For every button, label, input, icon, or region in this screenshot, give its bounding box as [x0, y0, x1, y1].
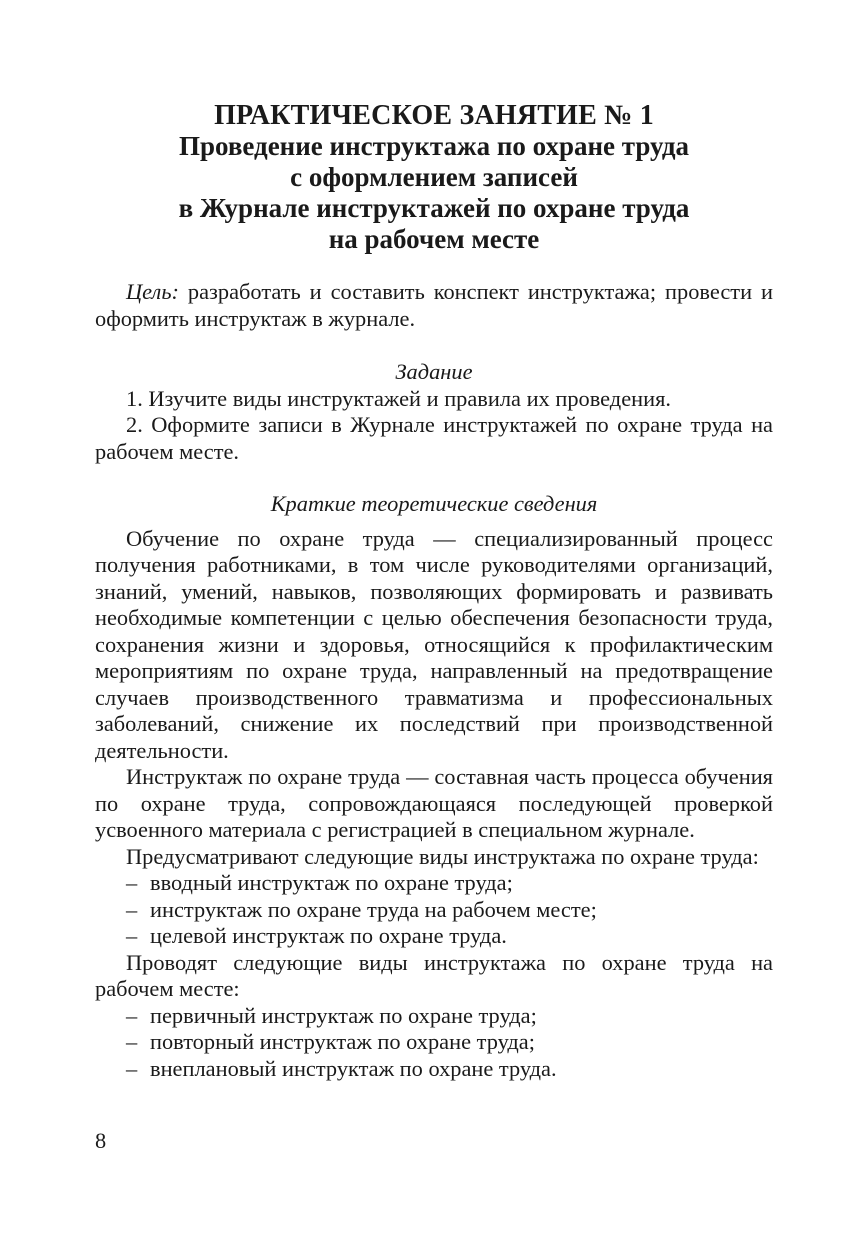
task-item: 2. Оформите записи в Журнале инструктажей по охране труда на рабочем месте. — [95, 412, 773, 464]
theory-paragraph-4: Проводят следующие виды инструктажа по охране труда на рабочем месте: — [95, 949, 773, 1001]
list-item: – повторный инструктаж по охране труда; — [126, 1029, 535, 1054]
practical-lesson-title — [95, 100, 773, 255]
list-item: – инструктаж по охране труда на рабочем месте; — [126, 896, 597, 922]
page-number: 8 — [95, 1128, 107, 1153]
instruction-types-list — [95, 870, 773, 950]
goal-label: Цель: — [126, 279, 179, 304]
dash-bullet: – — [126, 896, 138, 922]
title-line-3: с оформлением записей — [290, 162, 578, 192]
theory-paragraph-3: Предусматривают следующие виды инструктажа по охране труда: — [126, 843, 759, 869]
list-item: – внеплановый инструктаж по охране труда. — [126, 1055, 557, 1081]
theory-heading: Краткие теоретические сведения — [270, 491, 598, 516]
goal-paragraph — [95, 279, 773, 332]
dash-bullet: – — [126, 870, 138, 895]
title-line-1: ПРАКТИЧЕСКОЕ ЗАНЯТИЕ № 1 — [214, 100, 654, 131]
page-content — [95, 100, 773, 1082]
theory-paragraph-2: Инструктаж по охране труда — составная часть процесса обучения по охране труда, сопровождающаяся последующей проверкой усвоенного материала с регистрацией в специальном журнале. — [95, 764, 773, 842]
theory-paragraph-1: Обучение по охране труда — специализированный процесс получения работниками, в том числе руководителями организаций, знаний, умений, навыков, позволяющих формировать и развивать необходимые компетенции с целью обеспечения безопасности труда, сохранения жизни и здоровья, относящийся к профилактическим мероприятиям по охране труда, направленный на предотвращение случаев производственного травматизма и профессиональных заболеваний, снижение их последствий при производственной деятельности. — [95, 525, 773, 763]
title-line-2: Проведение инструктажа по охране труда — [178, 131, 690, 161]
task-heading: Задание — [395, 359, 473, 384]
workplace-instruction-types-list — [95, 1003, 773, 1083]
list-item: – первичный инструктаж по охране труда; — [126, 1002, 537, 1028]
task-item: 1. Изучите виды инструктажей и правила их проведения. — [126, 385, 671, 411]
dash-bullet: – — [126, 1002, 138, 1028]
dash-bullet: – — [126, 1055, 138, 1081]
title-line-4: в Журнале инструктажей по охране труда — [178, 193, 690, 223]
title-line-5: на рабочем месте — [328, 224, 540, 254]
list-item: – целевой инструктаж по охране труда. — [126, 923, 507, 948]
dash-bullet: – — [126, 1029, 138, 1054]
goal-text: разработать и составить конспект инструктажа; провести и оформить инструктаж в журнале. — [95, 279, 773, 331]
list-item: – вводный инструктаж по охране труда; — [126, 870, 513, 895]
dash-bullet: – — [126, 923, 138, 948]
